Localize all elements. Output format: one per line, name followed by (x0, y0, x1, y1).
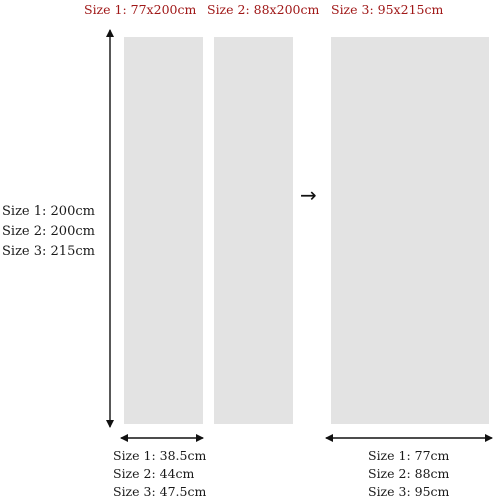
total-width-label-2: Size 2: 88cm (368, 466, 450, 481)
height-label-3: Size 3: 215cm (2, 244, 95, 259)
total-width-label-1: Size 1: 77cm (368, 448, 450, 463)
total-width-label-3: Size 3: 95cm (368, 484, 450, 499)
panel-width-label-3: Size 3: 47.5cm (113, 484, 207, 499)
right-arrow-icon: → (300, 183, 317, 207)
top-size-label-1: Size 1: 77x200cm (84, 2, 197, 17)
panel-width-label-2: Size 2: 44cm (113, 466, 195, 481)
top-size-label-2: Size 2: 88x200cm (207, 2, 320, 17)
height-label-2: Size 2: 200cm (2, 224, 95, 239)
top-size-label-3: Size 3: 95x215cm (331, 2, 444, 17)
panel-width-label-1: Size 1: 38.5cm (113, 448, 207, 463)
height-label-1: Size 1: 200cm (2, 204, 95, 219)
